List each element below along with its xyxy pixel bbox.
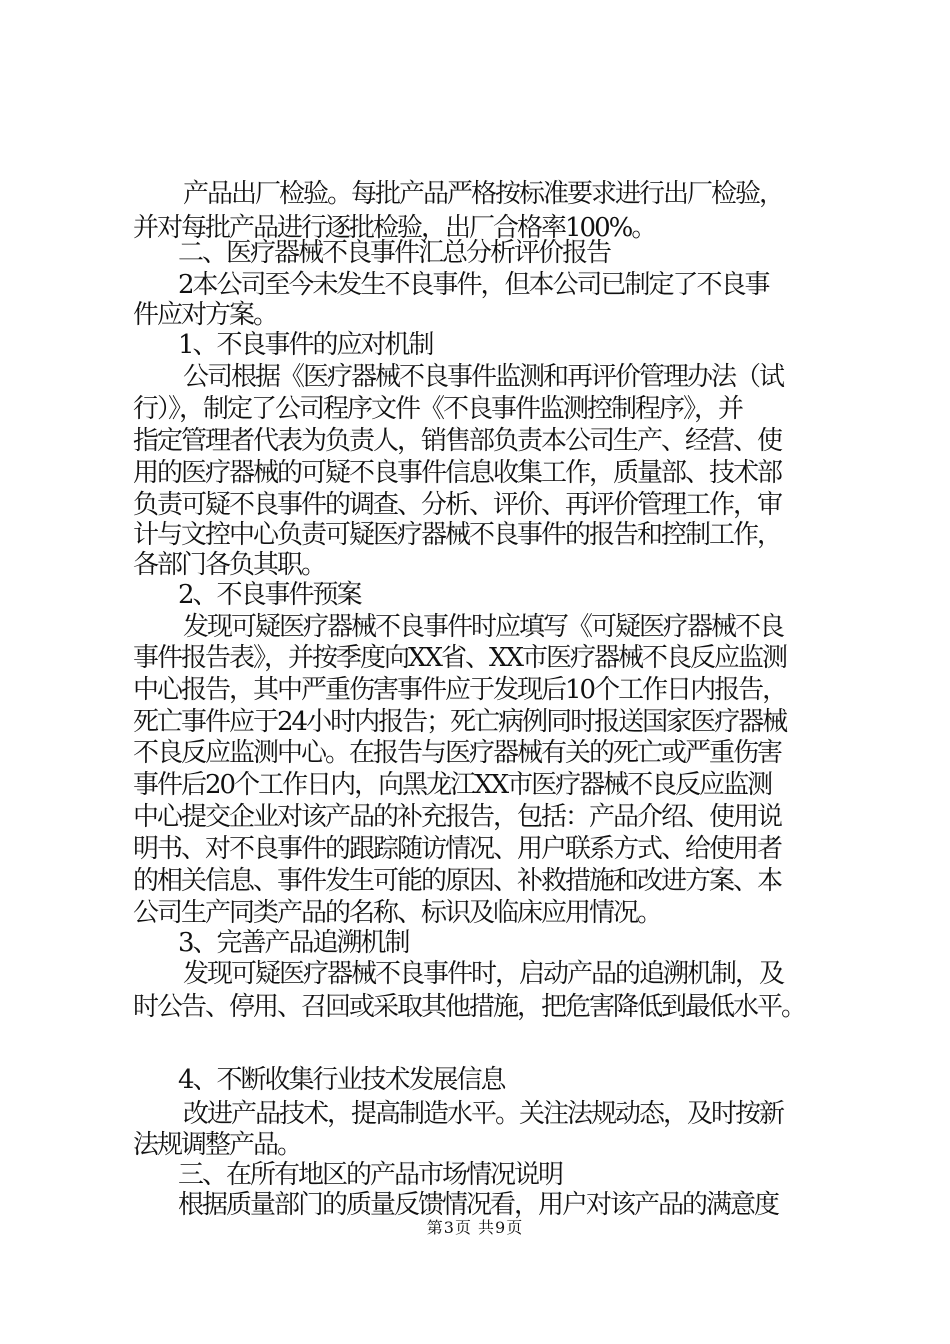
text-line: 中心提交企业对该产品的补充报告，包括：产品介绍、使用说 bbox=[133, 802, 782, 832]
text-line: 各部门各负其职。 bbox=[133, 550, 326, 580]
text-line: 事件报告表》，并按季度向XX省、XX市医疗器械不良反应监测 bbox=[133, 643, 787, 673]
text-line: 明书、对不良事件的跟踪随访情况、用户联系方式、给使用者 bbox=[133, 834, 782, 864]
page-number-footer: 第3页 共9页 bbox=[426, 1218, 524, 1237]
text-line: 并对每批产品进行逐批检验，出厂合格率100%。 bbox=[133, 213, 656, 243]
text-line: 改进产品技术，提高制造水平。关注法规动态，及时按新 bbox=[183, 1099, 784, 1129]
text-line: 计与文控中心负责可疑医疗器械不良事件的报告和控制工作， bbox=[133, 520, 782, 550]
text-line: 产品出厂检验。每批产品严格按标准要求进行出厂检验， bbox=[183, 179, 784, 209]
subsection-heading: 3、完善产品追溯机制 bbox=[178, 928, 409, 958]
section-heading: 三、在所有地区的产品市场情况说明 bbox=[178, 1160, 563, 1190]
text-line: 不良反应监测中心。在报告与医疗器械有关的死亡或严重伤害 bbox=[133, 738, 782, 768]
text-line: 用的医疗器械的可疑不良事件信息收集工作，质量部、技术部 bbox=[133, 458, 782, 488]
text-line: 指定管理者代表为负责人，销售部负责本公司生产、经营、使 bbox=[133, 426, 782, 456]
text-line: 时公告、停用、召回或采取其他措施，把危害降低到最低水平。 bbox=[133, 992, 806, 1022]
text-line: 件应对方案。 bbox=[133, 300, 278, 330]
text-line: 负责可疑不良事件的调查、分析、评价、再评价管理工作，审 bbox=[133, 490, 782, 520]
text-line: 2本公司至今未发生不良事件，但本公司已制定了不良事 bbox=[178, 270, 769, 300]
subsection-heading: 4、不断收集行业技术发展信息 bbox=[178, 1065, 505, 1095]
text-line: 根据质量部门的质量反馈情况看，用户对该产品的满意度 bbox=[178, 1190, 779, 1220]
text-line: 法规调整产品。 bbox=[133, 1130, 302, 1160]
text-line: 公司生产同类产品的名称、标识及临床应用情况。 bbox=[133, 898, 662, 928]
text-line: 行）》，制定了公司程序文件《不良事件监测控制程序》，并 bbox=[133, 394, 743, 424]
text-line: 发现可疑医疗器械不良事件时应填写《可疑医疗器械不良 bbox=[183, 612, 784, 642]
text-line: 公司根据《医疗器械不良事件监测和再评价管理办法（试 bbox=[183, 362, 784, 392]
text-line: 死亡事件应于24小时内报告；死亡病例同时报送国家医疗器械 bbox=[133, 707, 787, 737]
text-line: 的相关信息、事件发生可能的原因、补救措施和改进方案、本 bbox=[133, 866, 782, 896]
subsection-heading: 1、不良事件的应对机制 bbox=[178, 330, 433, 360]
text-line: 发现可疑医疗器械不良事件时，启动产品的追溯机制，及 bbox=[183, 959, 784, 989]
text-line: 事件后20个工作日内，向黑龙江XX市医疗器械不良反应监测 bbox=[133, 770, 772, 800]
section-heading: 二、医疗器械不良事件汇总分析评价报告 bbox=[178, 238, 611, 268]
subsection-heading: 2、不良事件预案 bbox=[178, 580, 361, 610]
text-line: 中心报告，其中严重伤害事件应于发现后10个工作日内报告， bbox=[133, 675, 787, 705]
